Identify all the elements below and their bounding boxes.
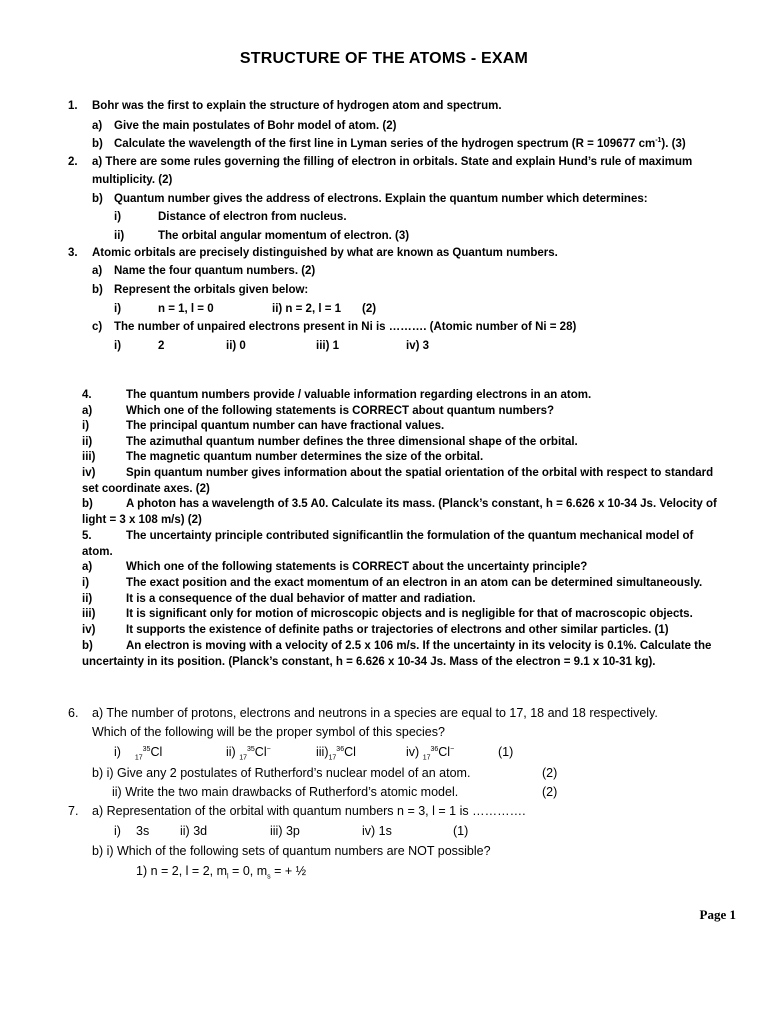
q3-b-label: b) (92, 284, 103, 296)
q4-b-label: b) (82, 498, 93, 510)
q5-b-text-cont: uncertainty in its position. (Planck’s constant, h = 6.626 x 10-34 Js. Mass of the electron = 9.1 x 10-31 kg). (82, 656, 656, 668)
q7-opt-iv: iv) 1s (362, 824, 392, 838)
q3-a-label: a) (92, 265, 103, 277)
q1-number: 1. (68, 100, 78, 112)
q5-iv-label: iv) (82, 624, 96, 636)
q6-b-i-mark: (2) (542, 766, 558, 780)
q2-text-cont: multiplicity. (2) (92, 174, 173, 186)
q2-number: 2. (68, 156, 78, 168)
q7-opt-i-label: i) (114, 824, 121, 838)
q7-opt-i-value: 3s (136, 824, 150, 838)
q6-number: 6. (68, 706, 79, 720)
q7-b-text: b) i) Which of the following sets of quantum numbers are NOT possible? (92, 844, 491, 858)
q2-b-ii-label: ii) (114, 230, 125, 242)
q3-number: 3. (68, 247, 78, 259)
q7-b-set-1: 1) n = 2, l = 2, $m_l = 0$, $m_s$ = + ½ (136, 864, 307, 881)
q6-text-cont: Which of the following will be the proper symbol of this species? (92, 725, 445, 739)
q3-b-mark: (2) (362, 303, 377, 315)
q4-b-text: A photon has a wavelength of 3.5 A0. Calculate its mass. (Planck’s constant, h = 6.626 x 10-34 Js. Velocity of (126, 498, 717, 510)
q7-opt-iii: iii) 3p (270, 824, 300, 838)
q5-a-label: a) (82, 561, 93, 573)
q5-text: The uncertainty principle contributed significantlin the formulation of the quantum mechanical model of (126, 530, 694, 542)
q3-c-opt-i-value: 2 (158, 340, 165, 352)
q3-b-ii-text: ii) n = 2, l = 1 (272, 303, 342, 315)
q4-iv-label: iv) (82, 467, 96, 479)
q6-opt-i: i) $_{17}^{35}$Cl (114, 745, 163, 762)
q7-text: a) Representation of the orbital with quantum numbers n = 3, l = 1 is …………. (92, 804, 526, 818)
q3-c-opt-i-label: i) (114, 340, 122, 352)
q6-text: a) The number of protons, electrons and neutrons in a species are equal to 17, 18 and 18 respectively. (92, 706, 658, 720)
q1-a-label: a) (92, 120, 103, 132)
q4-a-text: Which one of the following statements is CORRECT about quantum numbers? (126, 405, 555, 417)
q3-c-text: The number of unpaired electrons present in Ni is ………. (Atomic number of Ni = 28) (114, 321, 577, 333)
q6-a-mark: (1) (498, 745, 514, 759)
q5-a-text: Which one of the following statements is CORRECT about the uncertainty principle? (126, 561, 588, 573)
q4-a-label: a) (82, 405, 93, 417)
q2-b-i-text: Distance of electron from nucleus. (158, 211, 347, 223)
q5-iv-text: It supports the existence of definite paths or trajectories of electrons and other similar particles. (1) (126, 624, 669, 636)
q7-number: 7. (68, 804, 79, 818)
q5-i-label: i) (82, 577, 90, 589)
q1-text: Bohr was the first to explain the structure of hydrogen atom and spectrum. (92, 100, 502, 112)
q1-b-label: b) (92, 138, 103, 150)
q4-i-text: The principal quantum number can have fractional values. (126, 420, 445, 432)
q3-c-opt-ii: ii) 0 (226, 340, 246, 352)
q6-b-ii-mark: (2) (542, 785, 558, 799)
q1-a-text: Give the main postulates of Bohr model of atom. (2) (114, 120, 397, 132)
q6-opt-iii: $iii)_{17}^{36}Cl$ (316, 745, 356, 762)
q4-ii-text: The azimuthal quantum number defines the three dimensional shape of the orbital. (126, 436, 578, 448)
q5-text-cont: atom. (82, 546, 113, 558)
q3-text: Atomic orbitals are precisely distinguished by what are known as Quantum numbers. (92, 247, 558, 259)
q5-i-text: The exact position and the exact momentum of an electron in an atom can be determined simultaneously. (126, 577, 703, 589)
q2-b-ii-text: The orbital angular momentum of electron. (3) (158, 230, 410, 242)
q4-text: The quantum numbers provide / valuable information regarding electrons in an atom. (126, 389, 592, 401)
q5-number: 5. (82, 530, 92, 542)
q3-b-i-label: i) (114, 303, 122, 315)
q4-b-text-cont: light = 3 x 108 m/s) (2) (82, 514, 202, 526)
q5-ii-text: It is a consequence of the dual behavior of matter and radiation. (126, 593, 476, 605)
q2-b-text: Quantum number gives the address of electrons. Explain the quantum number which determines: (114, 193, 648, 205)
q5-iii-text: It is significant only for motion of microscopic objects and is negligible for that of macroscopic objects. (126, 608, 693, 620)
q5-ii-label: ii) (82, 593, 93, 605)
q3-b-text: Represent the orbitals given below: (114, 284, 309, 296)
q4-iv-text: Spin quantum number gives information about the spatial orientation of the orbital with respect to standard (126, 467, 714, 479)
q2-b-i-label: i) (114, 211, 122, 223)
q2-text: a) There are some rules governing the filling of electron in orbitals. State and explain Hund’s rule of maximum (92, 156, 693, 168)
q4-iii-label: iii) (82, 451, 96, 463)
q3-a-text: Name the four quantum numbers. (2) (114, 265, 316, 277)
q2-b-label: b) (92, 193, 103, 205)
q1-b-text: Calculate the wavelength of the first line in Lyman series of the hydrogen spectrum (R = 109677 $cm^{-1}$). (3) (114, 137, 686, 150)
q7-opt-ii: ii) 3d (180, 824, 208, 838)
q5-b-label: b) (82, 640, 93, 652)
q3-b-i-text: n = 1, l = 0 (158, 303, 214, 315)
q3-c-label: c) (92, 321, 103, 333)
q6-b-i-text: b) i) Give any 2 postulates of Rutherford’s nuclear model of an atom. (92, 766, 471, 780)
q3-c-opt-iii: iii) 1 (316, 340, 340, 352)
q4-i-label: i) (82, 420, 90, 432)
q4-iii-text: The magnetic quantum number determines the size of the orbital. (126, 451, 484, 463)
page-number: Page 1 (699, 907, 736, 922)
q5-b-text: An electron is moving with a velocity of 2.5 x 106 m/s. If the uncertainty in its velocity is 0.1%. Calculate the (126, 640, 712, 652)
q4-ii-label: ii) (82, 436, 93, 448)
q6-b-ii-text: ii) Write the two main drawbacks of Rutherford’s atomic model. (112, 785, 459, 799)
page-title: STRUCTURE OF THE ATOMS - EXAM (239, 50, 529, 67)
q4-iv-text-cont: set coordinate axes. (2) (82, 483, 210, 495)
q5-iii-label: iii) (82, 608, 96, 620)
q6-opt-ii: ii) $_{17}^{35}$Cl− (226, 745, 271, 762)
q6-opt-iv: iv) $_{17}^{36}$Cl− (406, 745, 455, 762)
q3-c-opt-iv: iv) 3 (406, 340, 430, 352)
q4-number: 4. (82, 389, 92, 401)
q7-a-mark: (1) (453, 824, 469, 838)
